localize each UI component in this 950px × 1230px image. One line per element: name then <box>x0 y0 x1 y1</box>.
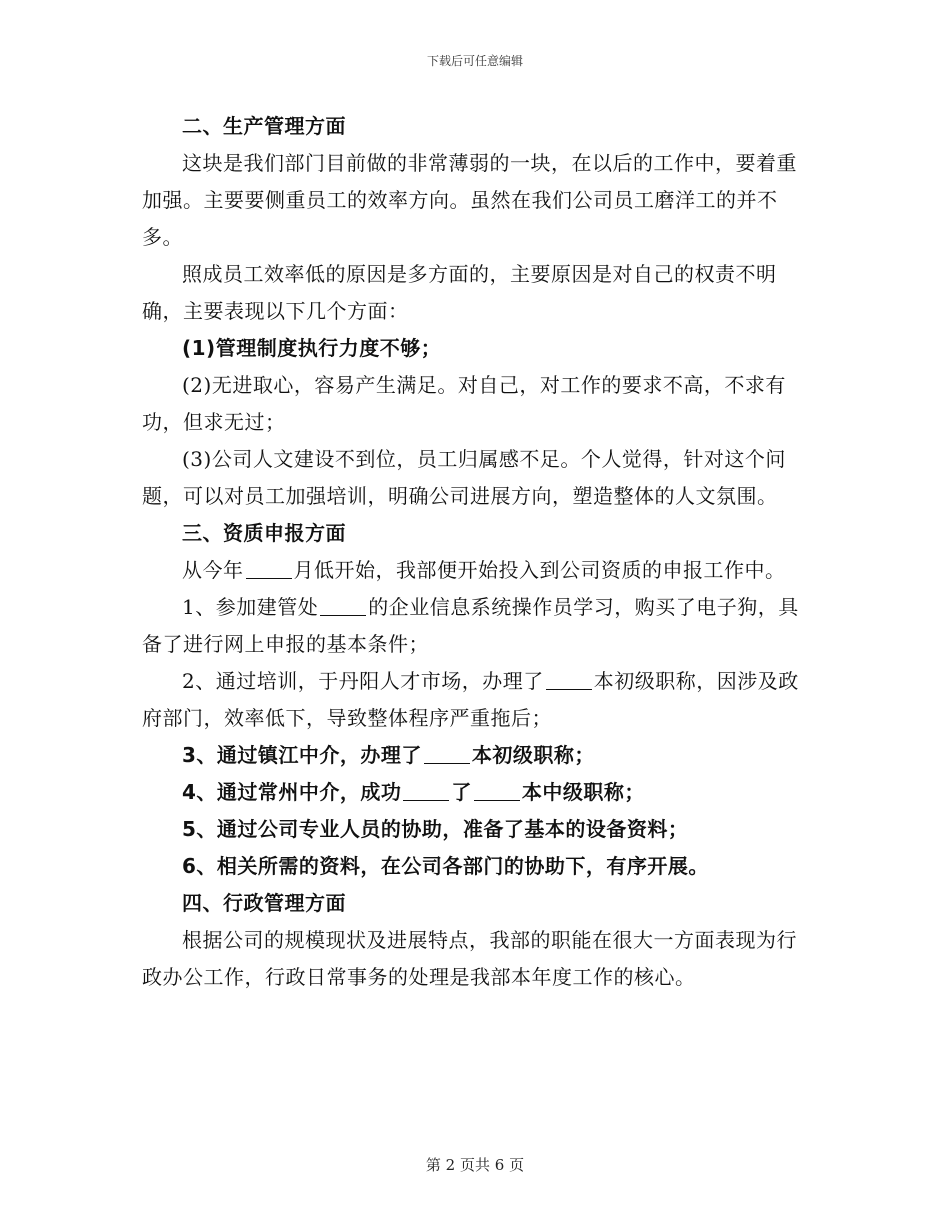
paragraph: 照成员工效率低的原因是多方面的，主要原因是对自己的权责不明确，主要表现以下几个方面： <box>142 262 777 323</box>
section-heading-administration: 四、行政管理方面 <box>182 891 346 915</box>
blank-line <box>546 669 592 690</box>
paragraph: 从今年 月低开始，我部便开始投入到公司资质的申报工作中。 <box>182 558 786 582</box>
list-item: 3、通过镇江中介，办理了 本初级职称； <box>182 743 595 767</box>
list-item: (3)公司人文建设不到位，员工归属感不足。个人觉得，针对这个问题，可以对员工加强培训，明确公司进展方向，塑造整体的人文氛围。 <box>142 447 786 508</box>
list-item: 2、通过培训，于丹阳人才市场，办理了 本初级职称，因涉及政府部门，效率低下，导致整体程序严重拖后； <box>142 669 799 730</box>
blank-line <box>474 780 520 801</box>
document-body <box>142 108 812 996</box>
list-item: (1)管理制度执行力度不够； <box>182 336 442 360</box>
list-item: (2)无进取心，容易产生满足。对自己，对工作的要求不高，不求有功，但求无过； <box>142 373 786 434</box>
list-item: 5、通过公司专业人员的协助，准备了基本的设备资料； <box>182 817 689 841</box>
page-header: 下载后可任意编辑 <box>426 54 523 68</box>
paragraph: 根据公司的规模现状及进展特点，我部的职能在很大一方面表现为行政办公工作，行政日常事务的处理是我部本年度工作的核心。 <box>142 928 797 989</box>
section-heading-qualification: 三、资质申报方面 <box>182 521 346 545</box>
blank-line <box>246 558 292 579</box>
page-footer: 第 2 页共 6 页 <box>425 1156 525 1174</box>
blank-line <box>320 595 366 616</box>
list-item: 1、参加建管处 的企业信息系统操作员学习，购买了电子狗，具备了进行网上申报的基本条件； <box>142 595 799 656</box>
list-item: 4、通过常州中介，成功 了 本中级职称； <box>182 780 645 804</box>
blank-line <box>424 743 470 764</box>
list-item: 6、相关所需的资料，在公司各部门的协助下，有序开展。 <box>182 854 709 878</box>
paragraph: 这块是我们部门目前做的非常薄弱的一块，在以后的工作中，要着重加强。主要要侧重员工的效率方向。虽然在我们公司员工磨洋工的并不多。 <box>142 151 797 249</box>
section-heading-production: 二、生产管理方面 <box>182 114 346 138</box>
blank-line <box>403 780 449 801</box>
